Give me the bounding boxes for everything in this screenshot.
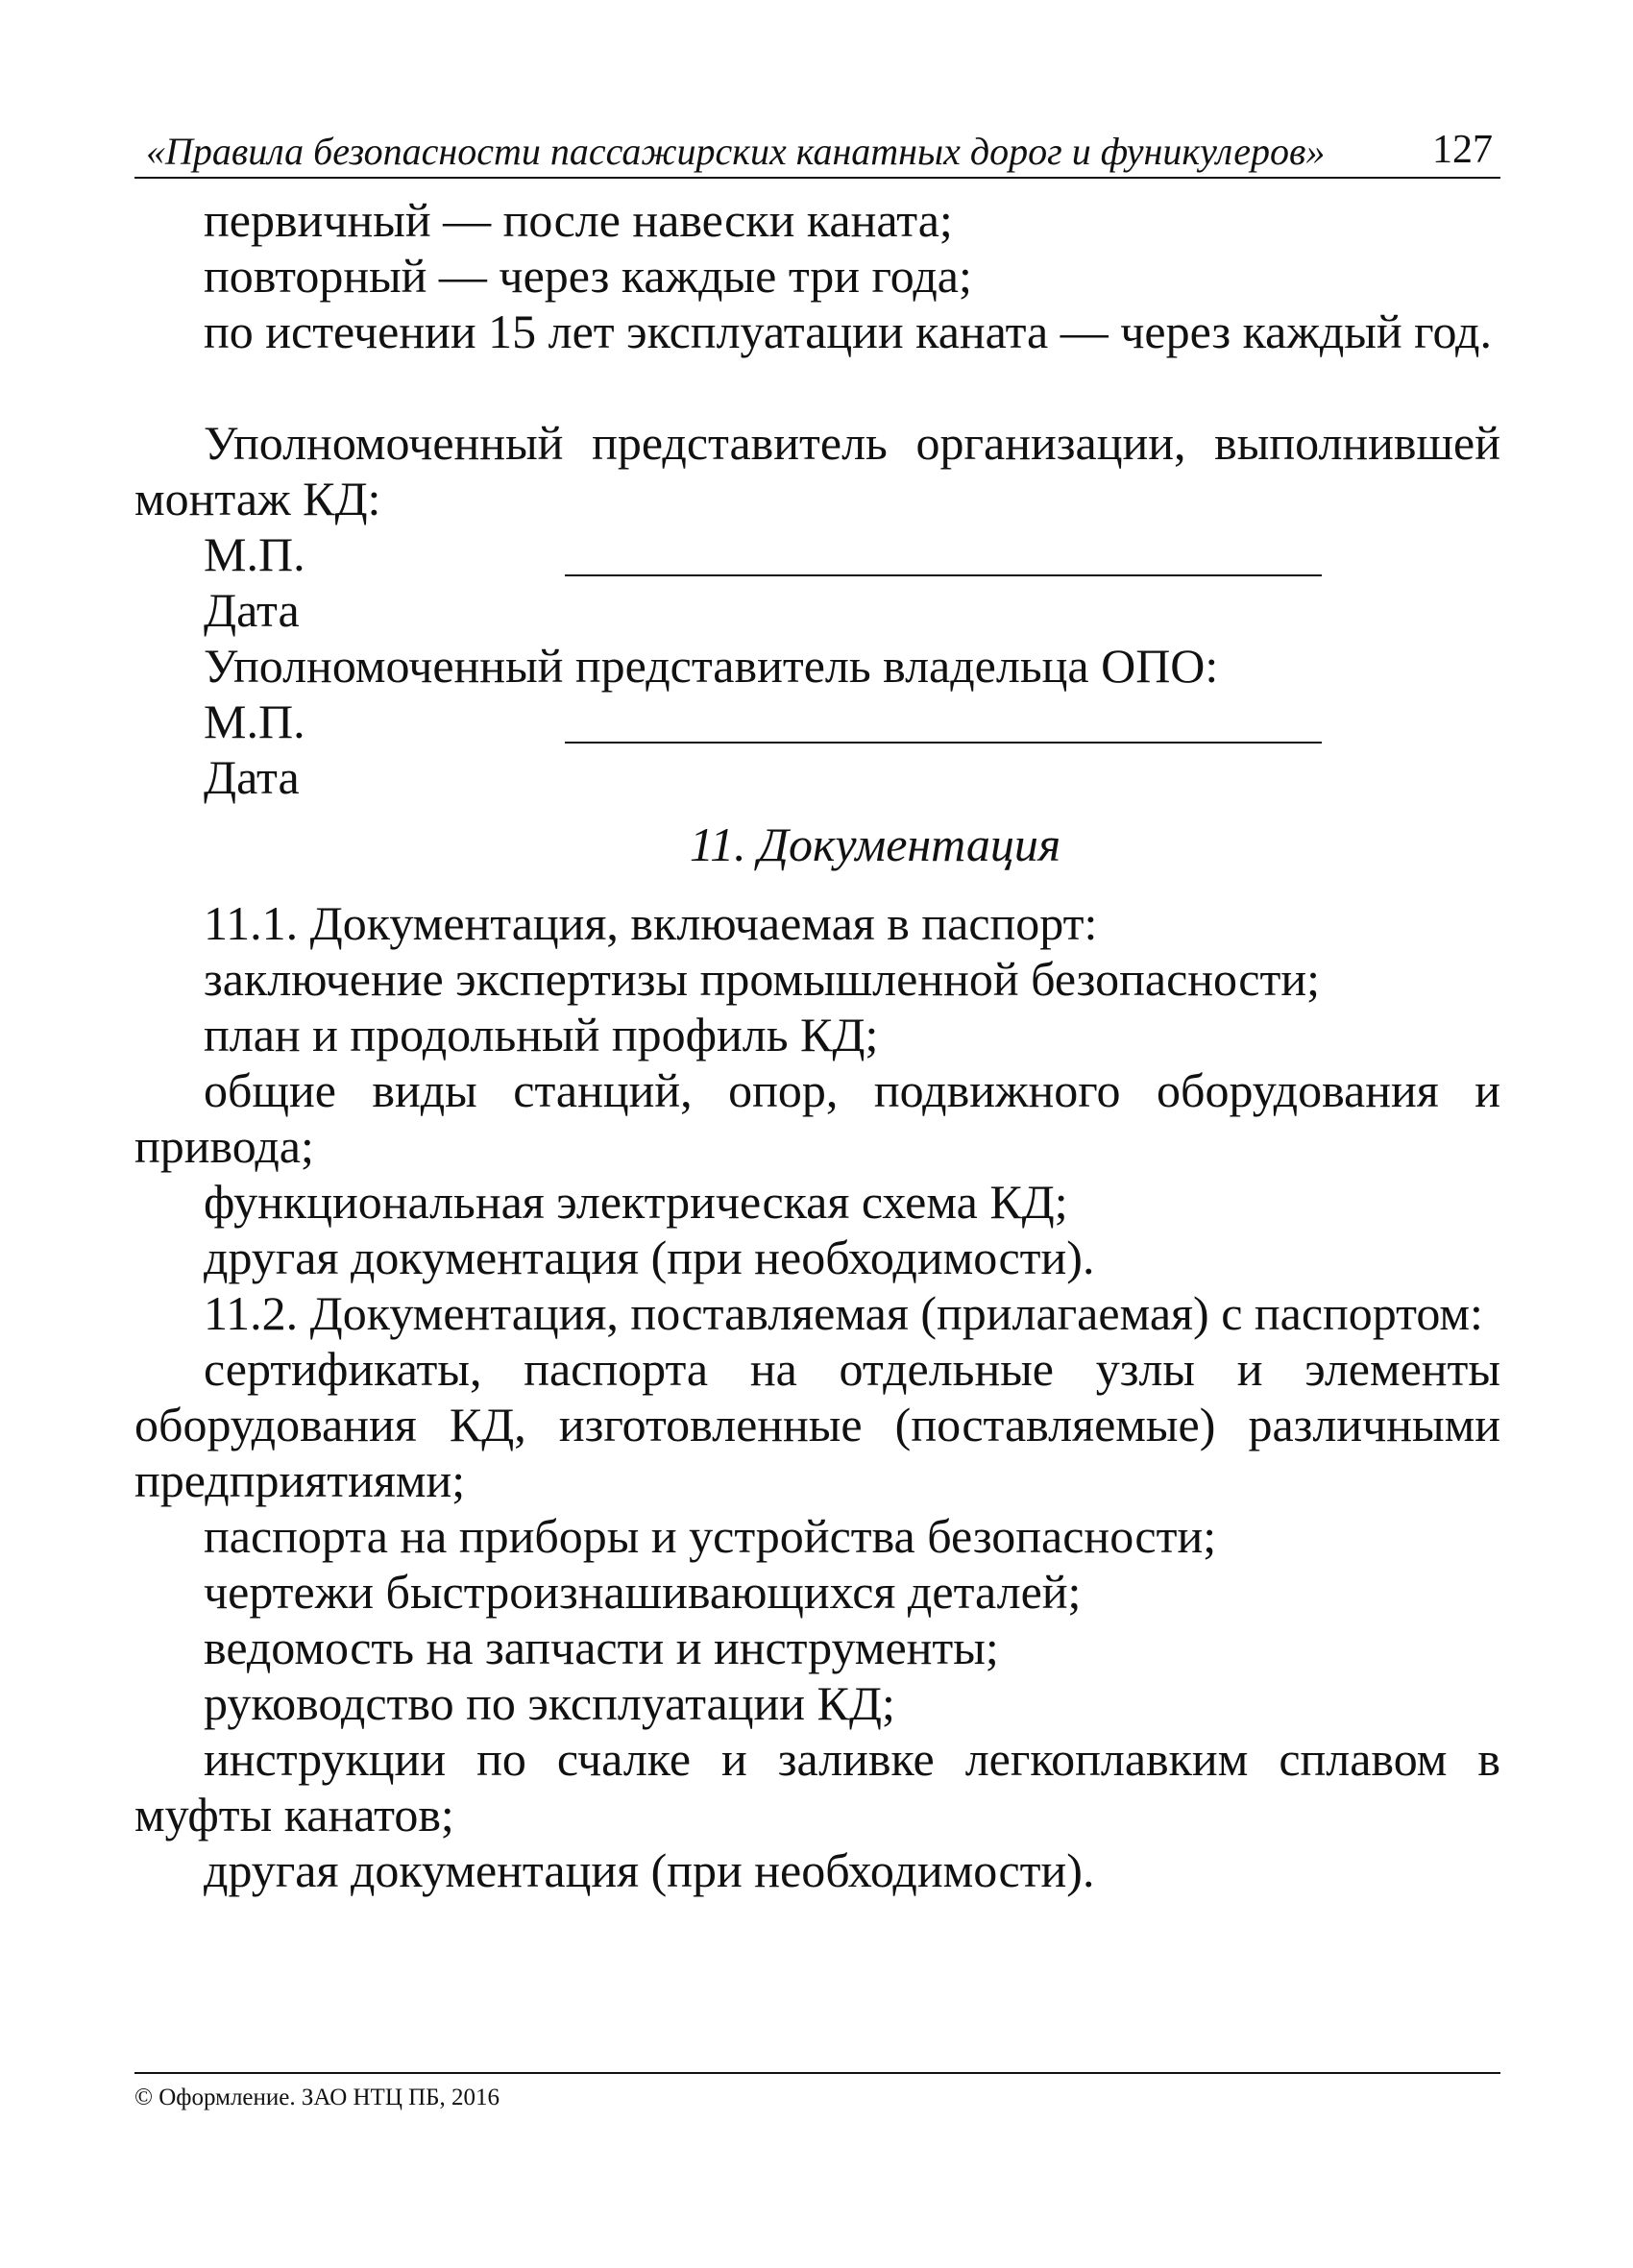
list-item: руководство по эксплуатации КД; [204,1676,895,1730]
list-item: другая документация (при необходимости). [204,1843,1095,1897]
list-item: план и продольный профиль КД; [204,1008,879,1061]
signature-row [134,526,1500,582]
stamp-label: М.П. [204,695,305,748]
list-item: функциональная электрическая схема КД; [204,1175,1068,1229]
list-item: повторный — через каждые три года; [204,249,972,303]
running-header [134,117,1500,179]
owner-representative-label: Уполномоченный представитель владельца ОПО: [204,639,1219,693]
footer-copyright: © Оформление. ЗАО НТЦ ПБ, 2016 [134,2085,500,2110]
section-title: 11. Документация [689,817,1061,871]
list-item: паспорта на приборы и устройства безопасности; [204,1509,1217,1563]
list-item: общие виды станций, опор, подвижного оборудования и привода; [134,1063,1500,1173]
list-item: ведомость на запчасти и инструменты; [204,1621,999,1674]
installer-representative-label: Уполномоченный представитель организации, выполнившей монтаж КД: [134,416,1500,525]
signature-row [134,694,1500,749]
running-title: «Правила безопасности пассажирских канатных дорог и фуникулеров» [146,130,1326,173]
signature-line [565,742,1322,744]
signature-line [565,574,1322,576]
page-number: 127 [1432,128,1493,172]
footer-divider [134,2072,1500,2074]
body-text [134,192,1500,1898]
list-item: другая документация (при необходимости). [204,1231,1095,1284]
list-item: инструкции по счалке и заливке легкоплавким сплавом в муфты канатов; [134,1732,1500,1841]
paragraph-11-1: 11.1. Документация, включаемая в паспорт: [204,896,1098,950]
stamp-label: М.П. [204,527,305,581]
list-item: первичный — после навески каната; [204,193,953,247]
date-label: Дата [204,750,300,804]
date-label: Дата [204,583,300,637]
paragraph-11-2: 11.2. Документация, поставляемая (прилагаемая) с паспортом: [204,1286,1483,1340]
list-item: по истечении 15 лет эксплуатации каната — через каждый год. [204,305,1492,358]
list-item: сертификаты, паспорта на отдельные узлы и элементы оборудования КД, изготовленные (поставляемые) различными предприятиями; [134,1342,1500,1507]
list-item: заключение экспертизы промышленной безопасности; [204,952,1320,1006]
spacer [134,359,1500,415]
list-item: чертежи быстроизнашивающихся деталей; [204,1565,1082,1619]
